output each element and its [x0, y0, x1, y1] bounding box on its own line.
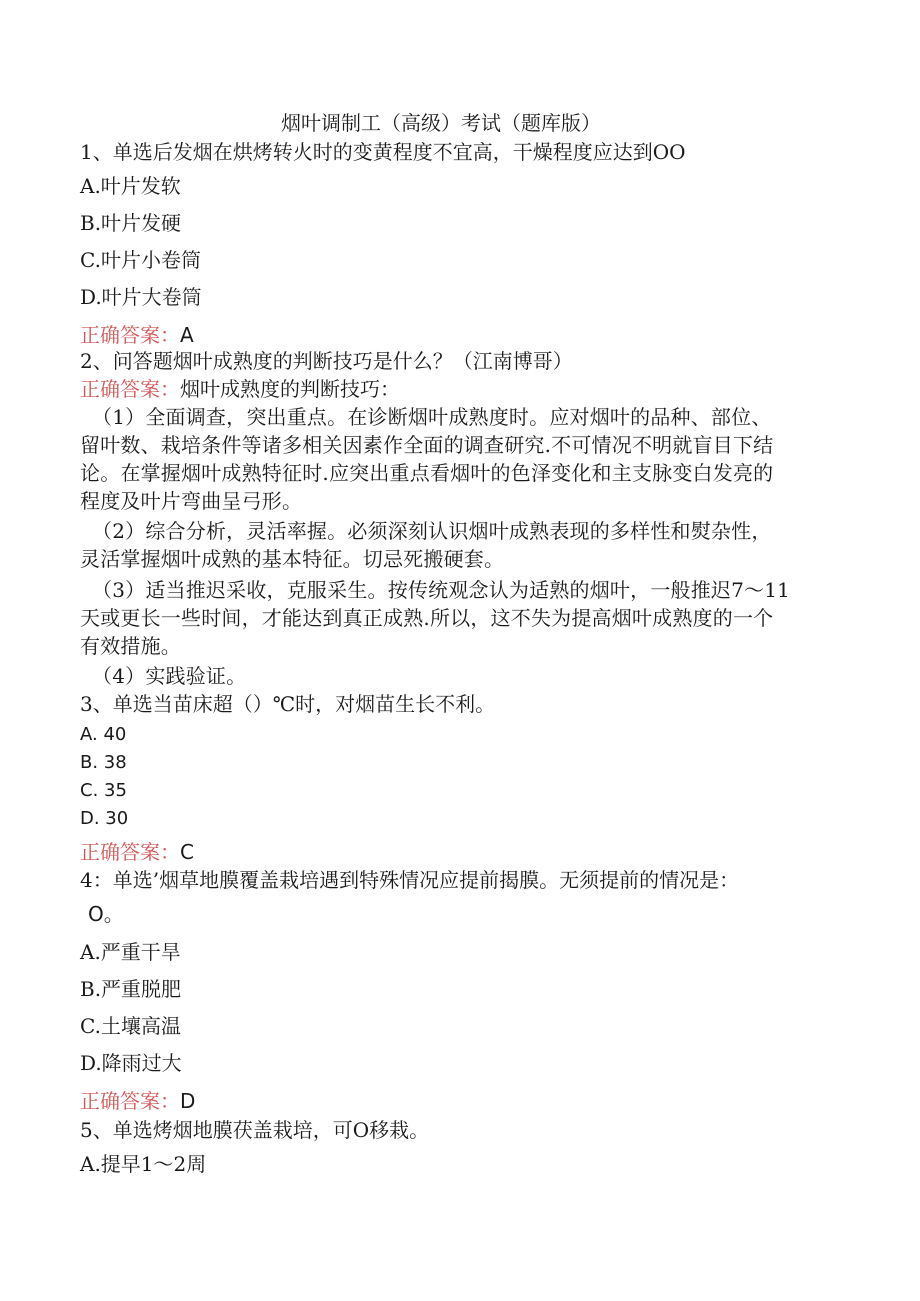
answer-value: D [180, 1089, 196, 1113]
answer-label: 正确答案： [80, 377, 180, 401]
question-3-option-b: B. 38 [80, 752, 127, 773]
answer-value: C [180, 840, 194, 864]
answer-paragraph-line: 灵活掌握烟叶成熟的基本特征。切忌死搬硬套。 [80, 547, 505, 571]
question-1-stem: 1、单选后发烟在烘烤转火时的变黄程度不宜高，干燥程度应达到OO [80, 140, 686, 164]
question-4-option-b: B.严重脱肥 [80, 977, 182, 1001]
question-4-answer [80, 1089, 195, 1113]
question-1-answer [80, 323, 194, 347]
question-1-option-c: C.叶片小卷筒 [80, 248, 201, 272]
answer-intro: 烟叶成熟度的判断技巧： [180, 377, 400, 401]
question-4-stem: 4：单选’烟草地膜覆盖栽培遇到特殊情况应提前揭膜。无须提前的情况是： [80, 868, 740, 892]
answer-label: 正确答案： [80, 323, 180, 347]
question-3-answer [80, 840, 194, 864]
question-4-stem-continuation: O。 [88, 902, 124, 926]
answer-paragraph-line: 论。在掌握烟叶成熟特征时.应突出重点看烟叶的色泽变化和主支脉变白发亮的 [80, 461, 774, 485]
question-5-stem: 5、单选烤烟地膜茯盖栽培，可O移栽。 [80, 1118, 430, 1142]
answer-paragraph-line: （2）综合分析，灵活率握。必须深刻认识烟叶成熟表现的多样性和熨杂性， [92, 519, 772, 543]
question-2-stem: 2、问答题烟叶成熟度的判断技巧是什么？（江南博哥） [80, 349, 573, 373]
answer-paragraph-line: （4）实践验证。 [92, 664, 247, 688]
answer-label: 正确答案： [80, 1089, 180, 1113]
question-2-answer [80, 377, 400, 401]
answer-paragraph-line: （3）适当推迟采收，克服采生。按传统观念认为适熟的烟叶，一般推迟7～11 [92, 578, 791, 602]
question-4-option-c: C.土壤高温 [80, 1014, 181, 1038]
answer-paragraph-line: （1）全面调查，突出重点。在诊断烟叶成熟度时。应对烟叶的品种、部位、 [92, 405, 772, 429]
answer-paragraph-line: 有效措施。 [80, 634, 181, 658]
question-1-option-d: D.叶片大卷筒 [80, 285, 202, 309]
document-title: 烟叶调制工（高级）考试（题库版） [281, 111, 601, 135]
answer-paragraph-line: 留叶数、栽培条件等诸多相关因素作全面的调查研究.不可情况不明就盲目下结 [80, 433, 774, 457]
question-1-option-b: B.叶片发硬 [80, 211, 182, 235]
answer-paragraph-line: 程度及叶片弯曲呈弓形。 [80, 489, 303, 513]
question-5-option-a: A.提早1～2周 [80, 1152, 207, 1176]
question-4-option-a: A.严重干旱 [80, 940, 181, 964]
question-1-option-a: A.叶片发软 [80, 174, 181, 198]
question-3-option-a: A. 40 [80, 724, 127, 745]
question-3-stem: 3、单选当苗床超（）℃时，对烟苗生长不利。 [80, 692, 496, 716]
question-3-option-c: C. 35 [80, 780, 127, 801]
answer-paragraph-line: 天或更长一些时间，才能达到真正成熟.所以，这不失为提高烟叶成熟度的一个 [80, 606, 774, 630]
question-3-option-d: D. 30 [80, 808, 129, 829]
question-4-option-d: D.降雨过大 [80, 1051, 182, 1075]
answer-value: A [180, 323, 194, 347]
answer-label: 正确答案： [80, 840, 180, 864]
